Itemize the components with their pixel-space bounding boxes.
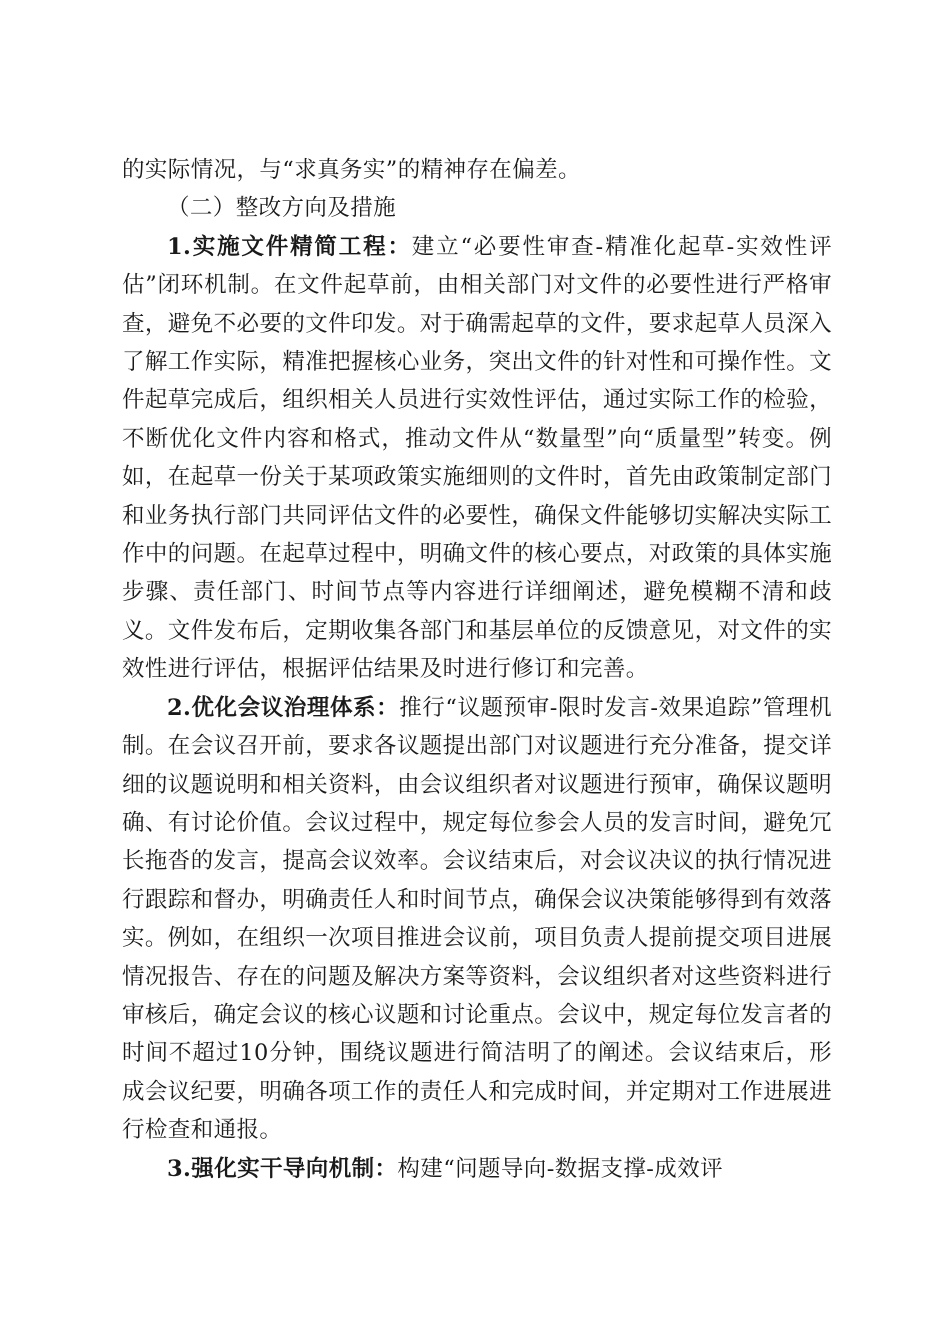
measure-paragraph-3 bbox=[122, 1150, 832, 1188]
section-heading: （二）整改方向及措施 bbox=[167, 195, 397, 222]
measure-body-1: 建立“必要性审查-精准化起草-实效性评估”闭环机制。在文件起草前，由相关部门对文件的必要性进行严格审查，避免不必要的文件印发。对于确需起草的文件，要求起草人员深入了解工作实际，精准把握核心业务，突出文件的针对性和可操作性。文件起草完成后，组织相关人员进行实效性评估，通过实际工作的检验，不断优化文件内容和格式，推动文件从“数量型”向“质量型”转变。例如，在起草一份关于某项政策实施细则的文件时，首先由政策制定部门和业务执行部门共同评估文件的必要性，确保文件能够切实解决实际工作中的问题。在起草过程中，明确文件的核心要点，对政策的具体实施步骤、责任部门、时间节点等内容进行详细阐述，避免模糊不清和歧义。文件发布后，定期收集各部门和基层单位的反馈意见，对文件的实效性进行评估，根据评估结果及时进行修订和完善。 bbox=[122, 233, 832, 683]
measure-title-3: 3.强化实干导向机制： bbox=[167, 1155, 398, 1182]
continuation-paragraph: 的实际情况，与“求真务实”的精神存在偏差。 bbox=[122, 157, 581, 183]
measure-title-1: 1.实施文件精简工程： bbox=[167, 233, 412, 260]
measure-body-2: 推行“议题预审-限时发言-效果追踪”管理机制。在会议召开前，要求各议题提出部门对议题进行充分准备，提交详细的议题说明和相关资料，由会议组织者对议题进行预审，确保议题明确、有讨论价值。会议过程中，规定每位参会人员的发言时间，避免冗长拖沓的发言，提高会议效率。会议结束后，对会议决议的执行情况进行跟踪和督办，明确责任人和时间节点，确保会议决策能够得到有效落实。例如，在组织一次项目推进会议前，项目负责人提前提交项目进展情况报告、存在的问题及解决方案等资料，会议组织者对这些资料进行审核后，确定会议的核心议题和讨论重点。会议中，规定每位发言者的时间不超过10分钟，围绕议题进行简洁明了的阐述。会议结束后，形成会议纪要，明确各项工作的责任人和完成时间，并定期对工作进展进行检查和通报。 bbox=[122, 694, 832, 1144]
measure-body-3: 构建“问题导向-数据支撑-成效评 bbox=[397, 1155, 723, 1182]
measure-paragraph-1 bbox=[122, 228, 832, 689]
measure-paragraph-2 bbox=[122, 689, 832, 1150]
document-page bbox=[122, 151, 832, 1188]
measure-title-2: 2.优化会议治理体系： bbox=[167, 694, 400, 721]
